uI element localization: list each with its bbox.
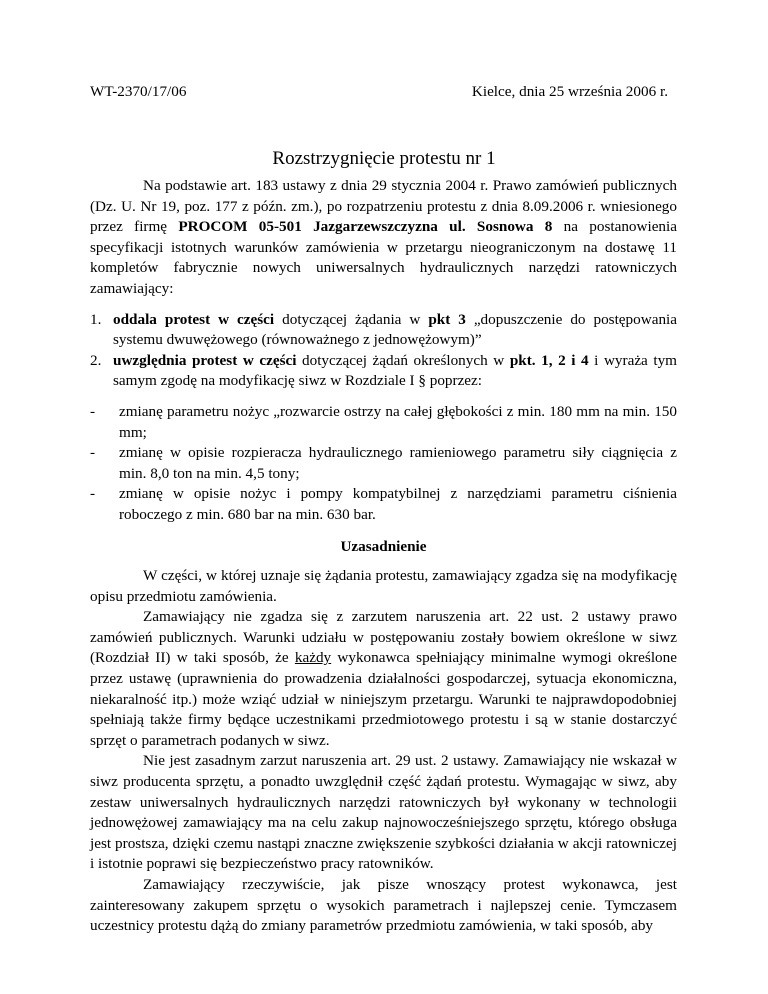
decision-text: „dopuszczenie do postępowania systemu dwuwężowego (równoważnego z jednowężowym)” — [113, 310, 678, 349]
decision-verdict: uwzględnia protest w części — [113, 351, 297, 369]
document-body — [90, 176, 677, 937]
modification-text: zmianę parametru nożyc „rozwarcie ostrzy na całej głębokości z min. 180 mm na min. 150 mm; — [119, 402, 677, 441]
underlined-word: każdy — [294, 649, 332, 667]
justification-paragraph: W części, w której uznaje się żądania protestu, zamawiający zgadza się na modyfikację opisu przedmiotu zamówienia. — [90, 567, 677, 605]
decision-text: dotyczącej żądań określonych w — [296, 351, 510, 369]
decision-number: 2. — [90, 351, 102, 369]
justification-paragraph: Zamawiający rzeczywiście, jak pisze wnoszący protest wykonawca, jest zainteresowany zakupem sprzętu o wysokich parametrach i najlepszej cenie. Tymczasem uczestnicy protestu dążą do zmiany parametrów przedmiotu zamówienia, w taki sposób, aby — [90, 876, 677, 935]
protester-company: PROCOM 05-501 Jazgarzewszczyzna ul. Sosnowa 8 — [178, 218, 553, 236]
intro-text-2: na postanowienia specyfikacji istotnych warunków zamówienia w przetargu nieograniczonym na dostawę 11 kompletów fabrycznie nowych uniwersalnych hydraulicznych narzędzi ratowniczych zamawiający: — [90, 218, 677, 297]
decision-list — [90, 310, 677, 392]
list-dash: - — [90, 485, 96, 503]
justification-paragraph — [90, 607, 677, 751]
modification-item — [90, 484, 677, 525]
modification-item — [90, 443, 677, 484]
justification-heading: Uzasadnienie — [340, 537, 427, 555]
decision-text: dotyczącej żądania w — [274, 310, 429, 328]
reference-number: WT-2370/17/06 — [90, 83, 187, 100]
intro-text-1: Na podstawie art. 183 ustawy z dnia 29 stycznia 2004 r. Prawo zamówień publicznych (Dz. U. Nr 19, poz. 177 z późn. zm.), po rozpatrzeniu protestu z dnia 8.09.2006 r. wniesionego przez firmę — [90, 177, 677, 236]
list-dash: - — [90, 402, 96, 420]
document-title: Rozstrzygnięcie protestu nr 1 — [272, 148, 496, 169]
justification-text: Zamawiający nie zgadza się z zarzutem naruszenia art. 22 ust. 2 ustawy prawo zamówień publicznych. Warunki udziału w postępowaniu zostały bowiem określone w siwz (Rozdział II) w taki sposób, że — [90, 608, 677, 667]
decision-points: pkt 3 — [428, 310, 466, 328]
decision-number: 1. — [90, 310, 102, 328]
justification-text: wykonawca spełniający minimalne wymogi określone przez ustawę (uprawnienia do prowadzenia działalności gospodarczej, sytuacja ekonomiczna, niekaralność itp.) może wziąć udział w niniejszym przetargu. Warunki te najprawdopodobniej spełniają także firmy będące uczestnikami przedmiotowego protestu i są w stanie dostarczyć sprzęt o parametrach podanych w siwz. — [90, 649, 677, 749]
justification-paragraph: Nie jest zasadnym zarzut naruszenia art. 29 ust. 2 ustawy. Zamawiający nie wskazał w siwz producenta sprzętu, a ponadto uwzględnił część żądań protestu. Wymagając w siwz, aby zestaw uniwersalnych hydraulicznych narzędzi ratowniczych był wykonany w technologii jednowężowej zamawiający ma na celu zakup najnowocześniejszego sprzętu, którego obsługa jest prostsza, dzięki czemu nastąpi znaczne zwiększenie szybkości działania w akcji ratowniczej i istotnie poprawi się bezpieczeństwo pracy ratowników. — [90, 752, 677, 873]
decision-points: pkt. 1, 2 i 4 — [509, 351, 589, 369]
decision-item — [90, 351, 677, 392]
decision-text: i wyraża tym samym zgodę na modyfikację siwz w Rozdziale I § poprzez: — [113, 351, 677, 390]
modification-item — [90, 402, 677, 443]
decision-verdict: oddala protest w części — [113, 310, 275, 328]
intro-paragraph — [90, 176, 677, 300]
list-dash: - — [90, 444, 96, 462]
modification-list — [90, 402, 677, 526]
decision-item — [90, 310, 677, 351]
modification-text: zmianę w opisie rozpieracza hydraulicznego ramieniowego parametru siły ciągnięcia z min. 8,0 ton na min. 4,5 tony; — [119, 444, 677, 482]
place-and-date: Kielce, dnia 25 września 2006 r. — [471, 83, 668, 100]
modification-text: zmianę w opisie nożyc i pompy kompatybilnej z narzędziami parametru ciśnienia roboczego z min. 680 bar na min. 630 bar. — [119, 485, 677, 523]
